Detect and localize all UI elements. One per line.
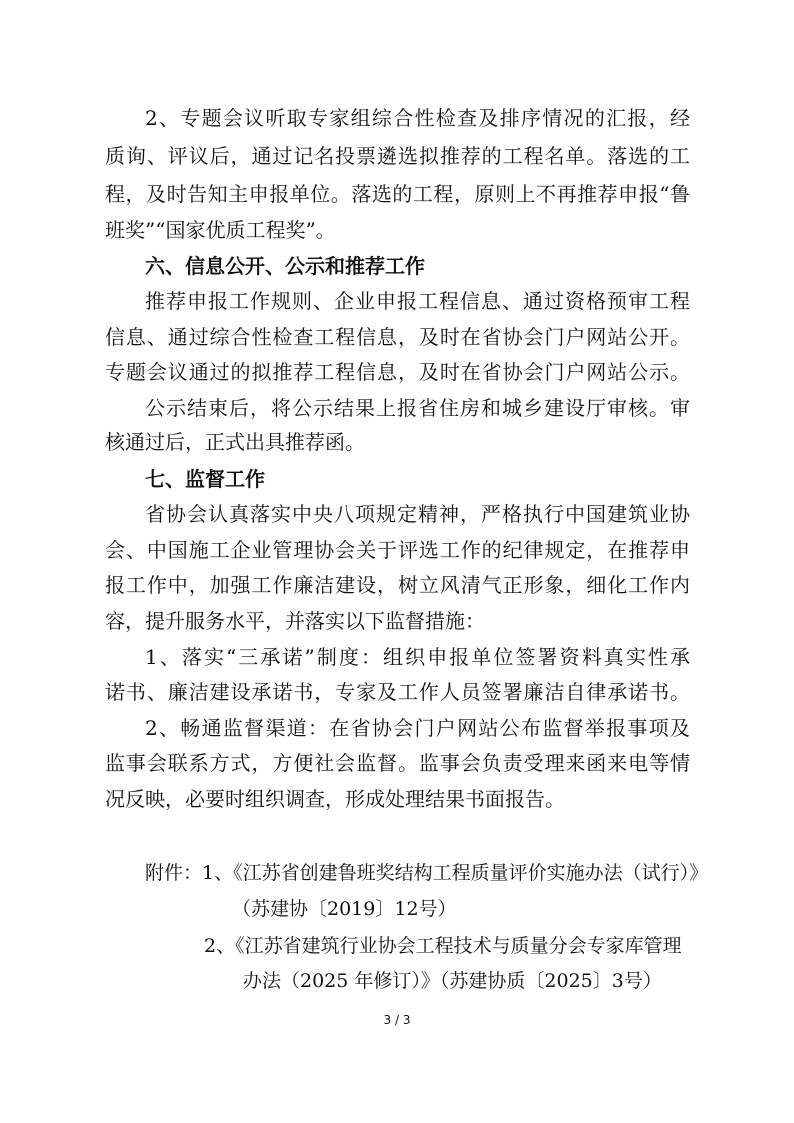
body-text-line: 信息、通过综合性检查工程信息，及时在省协会门户网站公开。 bbox=[105, 325, 690, 349]
body-text-line: 推荐申报工作规则、企业申报工程信息、通过资格预审工程 bbox=[145, 289, 690, 313]
attachment-line: 2、《江苏省建筑行业协会工程技术与质量分会专家库管理 bbox=[204, 935, 682, 957]
body-text-line: 况反映，必要时组织调查，形成处理结果书面报告。 bbox=[105, 787, 565, 811]
body-text-line: 监事会联系方式，方便社会监督。监事会负责受理来函来电等情 bbox=[105, 751, 690, 775]
body-text-line: 2、专题会议听取专家组综合性检查及排序情况的汇报，经 bbox=[145, 106, 690, 130]
body-text-line: 会、中国施工企业管理协会关于评选工作的纪律规定，在推荐申 bbox=[105, 538, 690, 562]
attachment-line: 办法（2025 年修订）》（苏建协质〔2025〕3号） bbox=[243, 970, 662, 992]
body-text-line: 2、畅通监督渠道：在省协会门户网站公布监督举报事项及 bbox=[145, 716, 690, 740]
body-text-line: 1、落实“三承诺”制度：组织申报单位签署资料真实性承 bbox=[145, 645, 690, 669]
section-heading: 七、监督工作 bbox=[145, 467, 265, 491]
body-text-line: 容，提升服务水平，并落实以下监督措施： bbox=[105, 609, 485, 633]
body-text-line: 班奖”“国家优质工程奖”。 bbox=[105, 218, 336, 242]
body-text-line: 公示结束后，将公示结果上报省住房和城乡建设厅审核。审 bbox=[145, 396, 690, 420]
body-text-line: 报工作中，加强工作廉洁建设，树立风清气正形象，细化工作内 bbox=[105, 573, 690, 597]
body-text-line: 专题会议通过的拟推荐工程信息，及时在省协会门户网站公示。 bbox=[105, 360, 690, 384]
attachment-line: （苏建协〔2019〕12号） bbox=[232, 898, 457, 920]
section-heading: 六、信息公开、公示和推荐工作 bbox=[145, 254, 425, 278]
body-text-line: 省协会认真落实中央八项规定精神，严格执行中国建筑业协 bbox=[145, 502, 690, 526]
body-text-line: 核通过后，正式出具推荐函。 bbox=[105, 430, 365, 454]
body-text-line: 质询、评议后，通过记名投票遴选拟推荐的工程名单。落选的工 bbox=[105, 144, 690, 168]
attachment-line: 附件：1、《江苏省创建鲁班奖结构工程质量评价实施办法（试行）》 bbox=[145, 862, 709, 884]
body-text-line: 诺书、廉洁建设承诺书，专家及工作人员签署廉洁自律承诺书。 bbox=[105, 680, 690, 704]
page-number: 3 / 3 bbox=[383, 1013, 411, 1027]
body-text-line: 程，及时告知主申报单位。落选的工程，原则上不再推荐申报“鲁 bbox=[105, 182, 690, 206]
